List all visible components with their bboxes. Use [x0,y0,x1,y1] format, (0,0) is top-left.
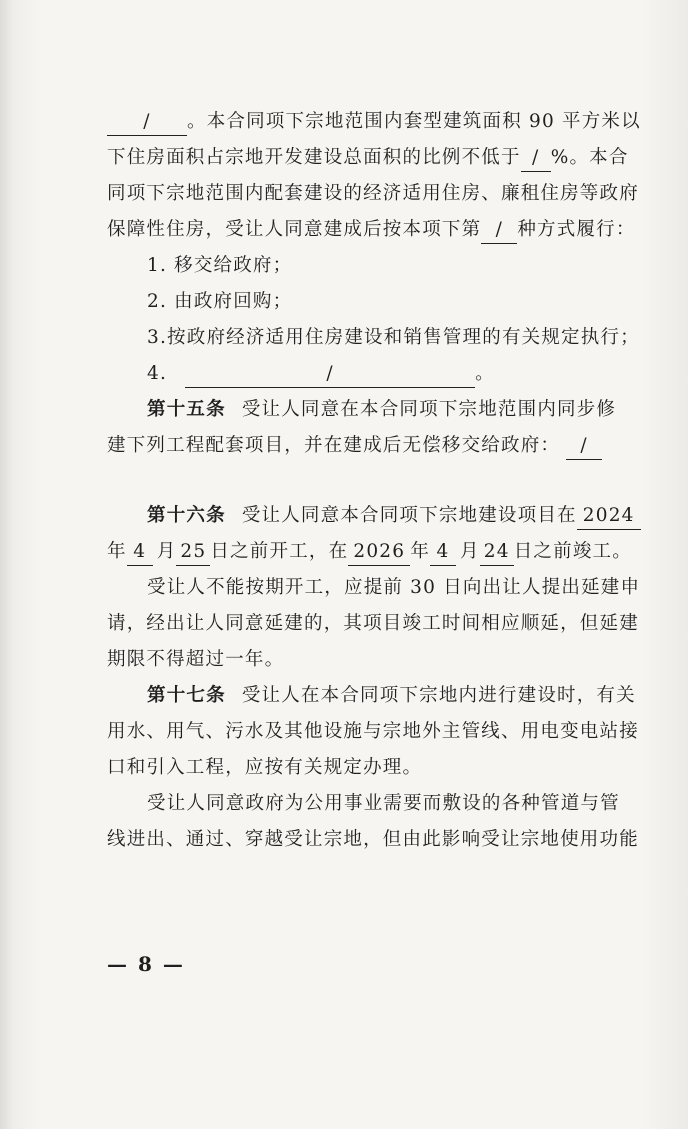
clause16-line1 [107,498,667,534]
clause16-heading: 第十六条 [147,505,226,526]
text-segment: 受让人在本合同项下宗地内进行建设时，有关 [241,685,636,706]
option-2: 2. 由政府回购； [147,291,293,312]
text-segment: 月 [156,541,177,562]
text-segment: 日之前开工，在 [210,541,349,562]
end-year-field: 2026 [348,539,410,566]
clause15-heading: 第十五条 [147,399,226,420]
text-segment: 。 [475,363,495,384]
end-month-field: 4 [430,539,456,566]
text-segment: 受让人同意本合同项下宗地建设项目在 [241,505,577,526]
page-number: — 8 — [107,952,185,976]
start-month-field: 4 [127,539,153,566]
clause17-p2-line2: 线进出、通过、穿越受让宗地，但由此影响受让宗地使用功能 [107,829,639,850]
text-segment: 年 [107,541,127,562]
clause15-line1 [107,392,667,428]
text-segment: 下住房面积占宗地开发建设总面积的比例不低于 [107,147,521,168]
start-day-field: 25 [176,539,210,566]
text-segment: 日之前竣工。 [513,541,632,562]
blank-field: / [185,361,475,388]
clause17-line2: 用水、用气、污水及其他设施与宗地外主管线、用电变电站接 [107,721,639,742]
spacer [107,464,667,498]
clause16-p2-line1: 受让人不能按期开工，应提前 30 日向出让人提出延建申 [147,577,641,598]
contract-body [107,104,667,858]
clause17-line1 [107,678,667,714]
clause14-line1 [107,104,667,140]
text-segment: %。本合 [550,147,629,168]
clause16-p2-line3: 期限不得超过一年。 [107,649,285,670]
blank-field: / [481,217,517,244]
text-segment: 种方式履行： [517,219,636,240]
blank-field: / [107,109,187,136]
clause14-line2 [107,140,667,176]
clause17-p2-line1: 受让人同意政府为公用事业需要而敷设的各种管道与管 [147,793,620,814]
text-segment: 保障性住房，受让人同意建成后按本项下第 [107,219,482,240]
option-1: 1. 移交给政府； [147,255,293,276]
clause15-line2 [107,428,667,464]
option-4 [107,356,667,392]
end-day-field: 24 [480,539,514,566]
option-3: 3.按政府经济适用住房建设和销售管理的有关规定执行； [147,327,640,348]
text-segment: 。本合同项下宗地范围内套型建筑面积 90 平方米以 [187,111,641,132]
text-segment: 4. [147,363,168,384]
text-segment: 月 [460,541,480,562]
blank-field: / [521,145,551,172]
clause14-line3: 同项下宗地范围内配套建设的经济适用住房、廉租住房等政府 [107,183,639,204]
clause16-line2 [107,534,667,570]
clause14-line4 [107,212,667,248]
text-segment: 受让人同意在本合同项下宗地范围内同步修 [241,399,617,420]
clause17-line3: 口和引入工程，应按有关规定办理。 [107,757,423,778]
text-segment: 建下列工程配套项目，并在建成后无偿移交给政府： [107,435,561,456]
text-segment: 年 [410,541,431,562]
start-year-field: 2024 [577,503,641,530]
clause17-heading: 第十七条 [147,685,226,706]
clause16-p2-line2: 请，经出让人同意延建的，其项目竣工时间相应顺延，但延建 [107,613,639,634]
blank-field: / [566,433,602,460]
